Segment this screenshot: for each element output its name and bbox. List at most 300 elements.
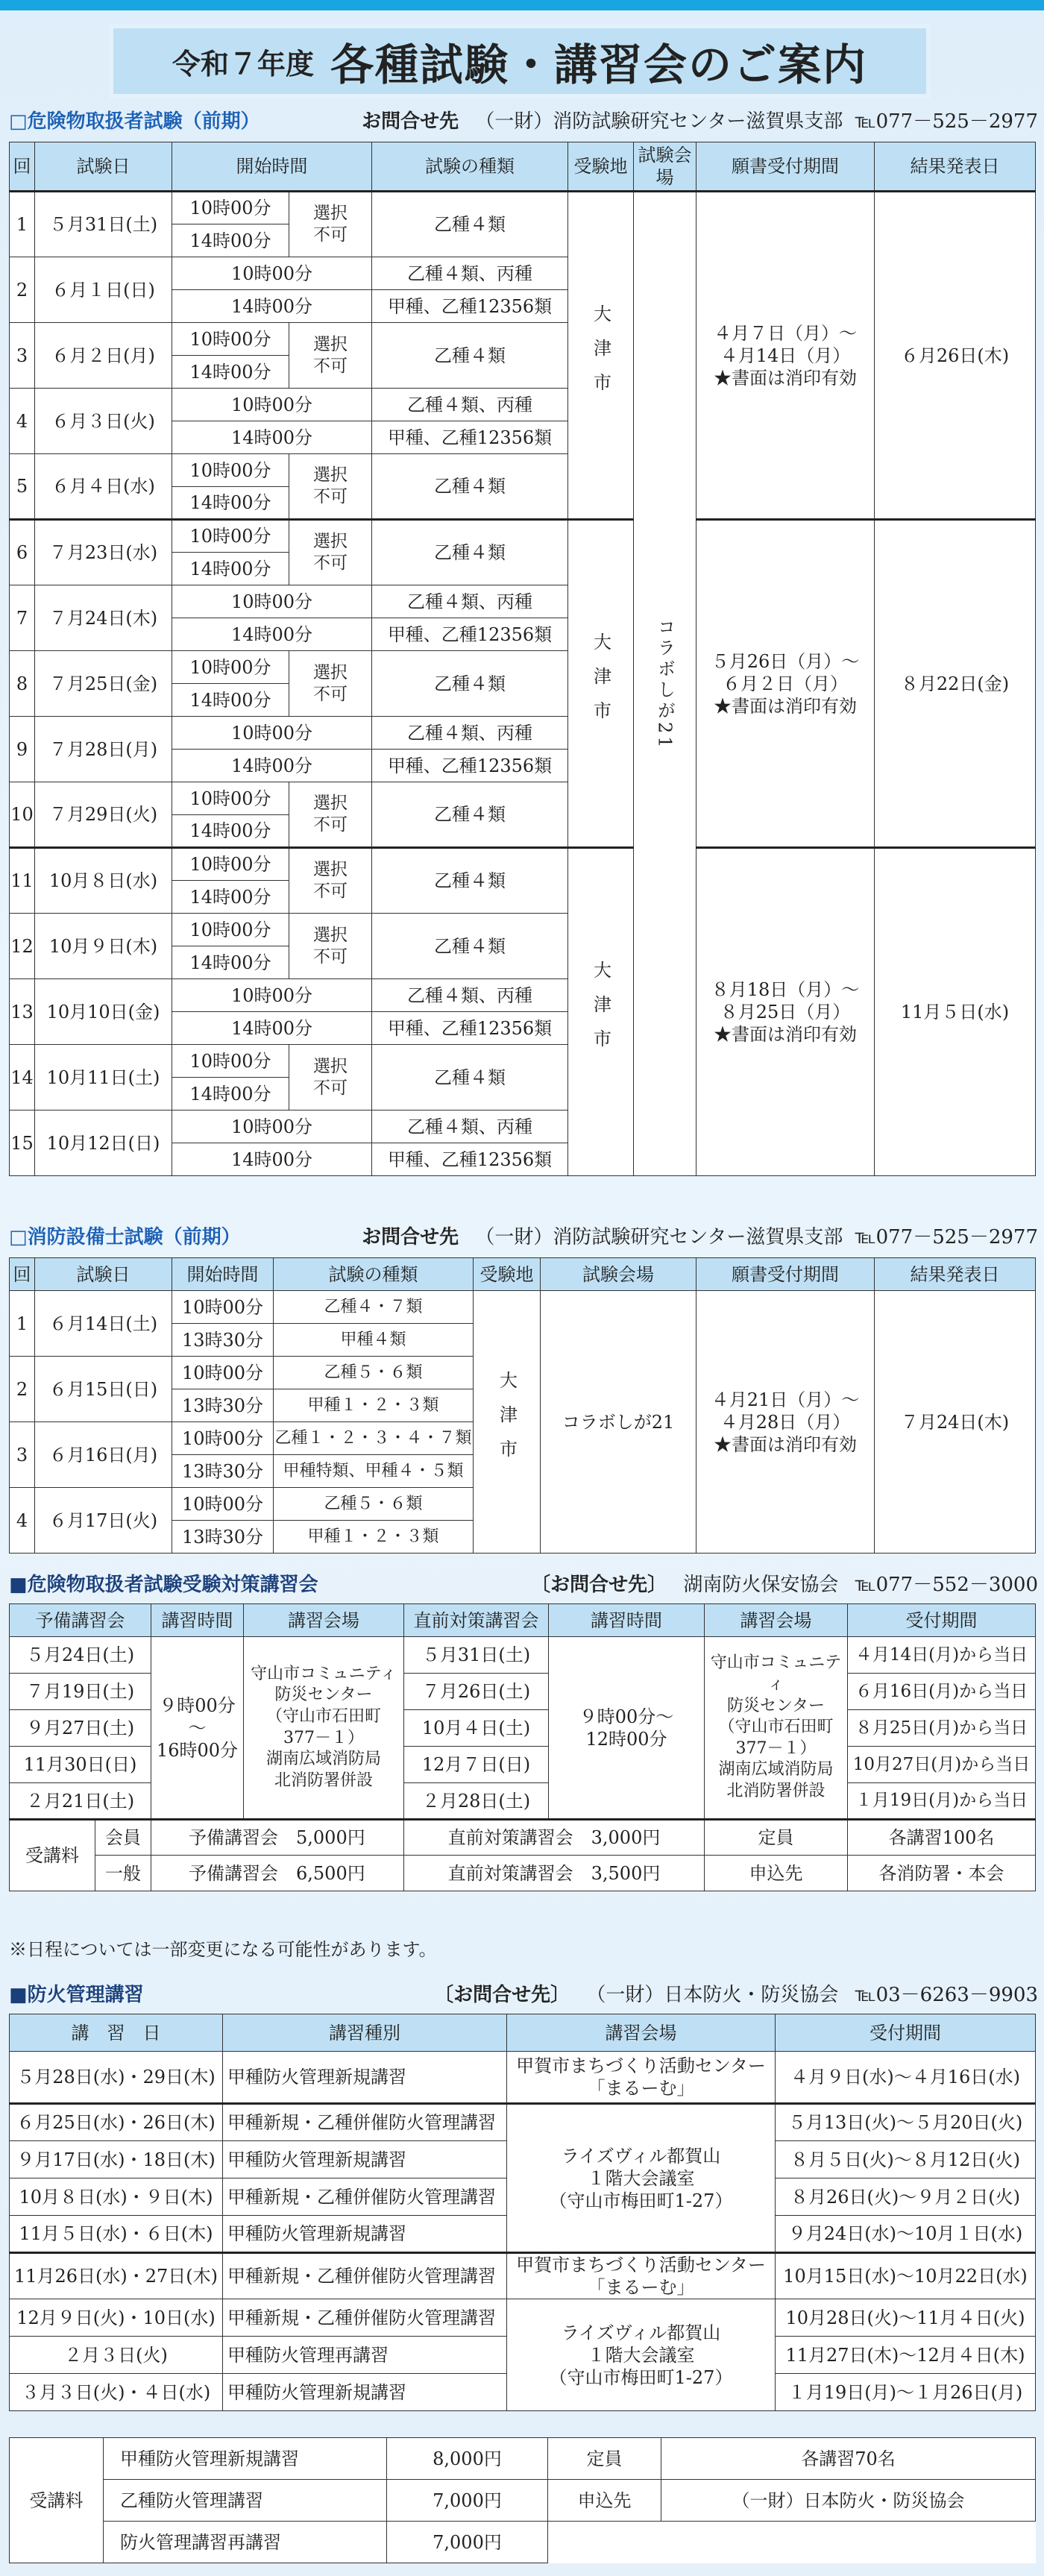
table-row xyxy=(10,2052,1036,2104)
exam-kind: 乙種４類 xyxy=(372,782,568,848)
course-venue xyxy=(507,2104,776,2253)
accept-period: ８月25日(月)から当日 xyxy=(848,1710,1036,1747)
s3-contact xyxy=(531,1569,1038,1597)
exam-kind: 甲種４類 xyxy=(274,1324,474,1357)
exam-date: ６月３日(火) xyxy=(35,389,172,454)
exam-venue: コラボしが21 xyxy=(634,192,696,1176)
accept-period: 11月27日(木)～12月４日(木) xyxy=(776,2337,1036,2374)
line: ８月18日（月）～ xyxy=(711,979,860,1000)
fee-course: 甲種防火管理新規講習 xyxy=(104,2438,387,2480)
round-number: 14 xyxy=(10,1045,35,1110)
result-date: ６月26日(木) xyxy=(875,192,1036,520)
s4-header xyxy=(9,1978,1038,2008)
exam-date: ６月16日(月) xyxy=(35,1422,172,1488)
exam-date: 10月10日(金) xyxy=(35,979,172,1045)
s4-header-cell: 講 習 日 xyxy=(10,2014,223,2052)
start-time: 10時00分 xyxy=(172,651,289,684)
result-date: 11月５日(水) xyxy=(875,848,1036,1176)
prep-date: ９月27日(土) xyxy=(10,1710,151,1747)
line: １階大会議室 xyxy=(587,2167,695,2189)
round-number: 1 xyxy=(10,1291,35,1357)
accept-period: ４月14日(月)から当日 xyxy=(848,1637,1036,1674)
fee-detail xyxy=(151,1820,404,1856)
s3-header xyxy=(9,1568,1038,1598)
start-time: 14時00分 xyxy=(172,1143,372,1176)
start-time: 10時00分 xyxy=(172,520,289,553)
s2-contact xyxy=(362,1222,1038,1249)
course-date: 11月５日(水)・６日(木) xyxy=(10,2216,223,2253)
start-time: 13時30分 xyxy=(172,1324,274,1357)
line: 守山市コミュニティ xyxy=(710,1653,842,1694)
table-row xyxy=(10,1637,1036,1674)
s4-header-cell: 講習会場 xyxy=(507,2014,776,2052)
s1-header-cell: 願書受付期間 xyxy=(696,142,875,192)
line: ★書面は消印有効 xyxy=(714,695,857,717)
start-time: 14時00分 xyxy=(172,684,289,717)
exam-kind: 甲種、乙種12356類 xyxy=(372,421,568,454)
start-time: 10時00分 xyxy=(172,1291,274,1324)
s1-contact xyxy=(362,106,1038,133)
s1-contact-org: （一財）消防試験研究センター滋賀県支部 xyxy=(475,110,843,133)
exam-date: ６月15日(日) xyxy=(35,1357,172,1422)
line: 甲賀市まちづくり活動センター xyxy=(516,2255,766,2275)
exam-date: ６月１日(日) xyxy=(35,257,172,323)
accept-period: 10月27日(月)から当日 xyxy=(848,1747,1036,1783)
exam-kind: 乙種４類、丙種 xyxy=(372,979,568,1012)
exam-date: ５月31日(土) xyxy=(35,192,172,257)
accept-period: 10月28日(火)～11月４日(火) xyxy=(776,2299,1036,2337)
round-number: 3 xyxy=(10,323,35,389)
accept-period: １月19日(月)から当日 xyxy=(848,1783,1036,1820)
course-kind: 甲種防火管理再講習 xyxy=(223,2337,507,2374)
line: ９時00分～ xyxy=(579,1706,674,1727)
general-label: 一般 xyxy=(95,1856,151,1891)
exam-venue: コラボしが21 xyxy=(541,1291,696,1554)
exam-kind: 甲種、乙種12356類 xyxy=(372,1012,568,1045)
accept-period: １月19日(月)～１月26日(月) xyxy=(776,2374,1036,2411)
start-time: 14時00分 xyxy=(172,1078,289,1110)
s3-contact-org: 湖南防火保安協会 xyxy=(683,1573,839,1596)
line: ★書面は消印有効 xyxy=(714,367,857,389)
line: ９時00分～ xyxy=(159,1694,236,1738)
line: ５月26日（月）～ xyxy=(711,650,860,672)
prep-date: ７月19日(土) xyxy=(10,1674,151,1710)
s3-header-cell: 講習時間 xyxy=(151,1604,244,1637)
fee-detail xyxy=(151,1856,404,1891)
prep-date: ２月21日(土) xyxy=(10,1783,151,1820)
prep-venue xyxy=(244,1637,404,1820)
prep-time xyxy=(151,1637,244,1820)
round-number: 4 xyxy=(10,1488,35,1554)
exam-kind: 甲種、乙種12356類 xyxy=(372,290,568,323)
course-kind: 甲種新規・乙種併催防火管理講習 xyxy=(223,2178,507,2216)
table-row xyxy=(10,2480,1036,2522)
start-time: 14時00分 xyxy=(172,224,289,257)
line: 湖南広域消防局 xyxy=(718,1760,834,1779)
exam-kind: 甲種、乙種12356類 xyxy=(372,1143,568,1176)
select-not-allowed: 選択不可 xyxy=(289,782,372,848)
exam-kind: 乙種４類、丙種 xyxy=(372,585,568,618)
final-venue xyxy=(705,1637,848,1820)
start-time: 13時30分 xyxy=(172,1521,274,1554)
fee-course: 乙種防火管理講習 xyxy=(104,2480,387,2522)
start-time: 10時00分 xyxy=(172,257,372,290)
line: 湖南広域消防局 xyxy=(265,1750,381,1769)
prep-date: 11月30日(日) xyxy=(10,1747,151,1783)
s2-header-cell: 試験の種類 xyxy=(274,1258,474,1291)
start-time: 10時00分 xyxy=(172,1045,289,1078)
prep-date: ５月24日(土) xyxy=(10,1637,151,1674)
accept-period: ８月26日(火)～９月２日(火) xyxy=(776,2178,1036,2216)
accept-period xyxy=(696,192,875,520)
accept-period: 10月15日(水)～10月22日(水) xyxy=(776,2253,1036,2299)
exam-kind: 乙種４類 xyxy=(372,651,568,717)
exam-kind: 乙種４類、丙種 xyxy=(372,257,568,290)
exam-kind: 甲種特類、甲種４・５類 xyxy=(274,1455,474,1488)
start-time: 14時00分 xyxy=(172,1012,372,1045)
start-time: 14時00分 xyxy=(172,421,372,454)
line: （守山市梅田町1-27） xyxy=(549,2366,733,2388)
apply-to: 各消防署・本会 xyxy=(848,1856,1036,1891)
s2-header-cell: 回 xyxy=(10,1258,35,1291)
exam-date: ７月24日(木) xyxy=(35,585,172,651)
round-number: 8 xyxy=(10,651,35,717)
exam-kind: 乙種４類、丙種 xyxy=(372,389,568,421)
s2-header-cell: 開始時間 xyxy=(172,1258,274,1291)
s1-header-cell: 試験の種類 xyxy=(372,142,568,192)
start-time: 14時00分 xyxy=(172,553,289,585)
s2-header xyxy=(9,1220,1038,1250)
round-number: 6 xyxy=(10,520,35,585)
start-time: 13時30分 xyxy=(172,1389,274,1422)
exam-kind: 乙種４類、丙種 xyxy=(372,1110,568,1143)
accept-period: ９月24日(水)～10月１日(水) xyxy=(776,2216,1036,2253)
round-number: 13 xyxy=(10,979,35,1045)
course-date: ２月３日(火) xyxy=(10,2337,223,2374)
exam-kind: 乙種４類 xyxy=(372,1045,568,1110)
s4-contact-org: （一財）日本防火・防災協会 xyxy=(586,1983,839,2006)
line: 12時00分 xyxy=(585,1728,667,1750)
start-time: 10時00分 xyxy=(172,979,372,1012)
start-time: 14時00分 xyxy=(172,618,372,651)
s4-fee-table xyxy=(9,2437,1036,2563)
course-venue xyxy=(507,2253,776,2299)
exam-kind: 乙種４類 xyxy=(372,454,568,520)
start-time: 10時00分 xyxy=(172,1488,274,1521)
general-final-fee: 3,500円 xyxy=(591,1862,661,1884)
accept-period: ５月13日(火)～５月20日(火) xyxy=(776,2104,1036,2141)
title-year: 令和７年度 xyxy=(172,47,314,81)
table-row xyxy=(10,2438,1036,2480)
s3-table xyxy=(9,1603,1036,1891)
final-label: 直前対策講習会 xyxy=(447,1862,573,1884)
start-time: 10時00分 xyxy=(172,717,372,750)
line: 防災センター xyxy=(274,1686,373,1705)
start-time: 10時00分 xyxy=(172,389,372,421)
table-row xyxy=(10,2253,1036,2299)
course-venue xyxy=(507,2052,776,2104)
s1-contact-label: お問合せ先 xyxy=(362,110,459,133)
s3-header-cell: 直前対策講習会 xyxy=(404,1604,549,1637)
course-kind: 甲種防火管理新規講習 xyxy=(223,2374,507,2411)
line: 377－１） xyxy=(283,1728,364,1747)
s2-header-cell: 試験会場 xyxy=(541,1258,696,1291)
line: ４月７日（月）～ xyxy=(714,322,857,344)
member-final-fee: 3,000円 xyxy=(591,1827,661,1848)
line: 377－１） xyxy=(735,1738,817,1758)
s1-header-cell: 試験会場 xyxy=(634,142,696,192)
exam-date: ７月28日(月) xyxy=(35,717,172,782)
exam-kind: 乙種４類 xyxy=(372,848,568,914)
table-row xyxy=(10,2104,1036,2141)
general-prep-fee: 6,500円 xyxy=(296,1862,365,1884)
start-time: 14時00分 xyxy=(172,946,289,979)
exam-kind: 乙種４類 xyxy=(372,914,568,979)
s2-header-cell: 願書受付期間 xyxy=(696,1258,875,1291)
start-time: 14時00分 xyxy=(172,815,289,848)
course-date: 10月８日(水)・９日(木) xyxy=(10,2178,223,2216)
course-date: ９月17日(水)・18日(木) xyxy=(10,2141,223,2178)
exam-date: 10月９日(木) xyxy=(35,914,172,979)
start-time: 14時00分 xyxy=(172,356,289,389)
select-not-allowed: 選択不可 xyxy=(289,454,372,520)
exam-kind: 乙種４類 xyxy=(372,192,568,257)
final-time xyxy=(549,1637,705,1820)
course-date: ３月３日(火)・４日(水) xyxy=(10,2374,223,2411)
start-time: 10時00分 xyxy=(172,1110,372,1143)
start-time: 14時00分 xyxy=(172,881,289,914)
course-kind: 甲種新規・乙種併催防火管理講習 xyxy=(223,2253,507,2299)
exam-place: 大津市 xyxy=(568,520,634,848)
line: （守山市石田町 xyxy=(718,1718,834,1737)
course-venue xyxy=(507,2299,776,2411)
start-time: 13時30分 xyxy=(172,1455,274,1488)
round-number: 2 xyxy=(10,257,35,323)
s2-contact-label: お問合せ先 xyxy=(362,1225,459,1248)
fee-amount: 7,000円 xyxy=(387,2480,548,2522)
select-not-allowed: 選択不可 xyxy=(289,1045,372,1110)
title-main: 各種試験・講習会のご案内 xyxy=(330,40,868,90)
round-number: 4 xyxy=(10,389,35,454)
exam-date: 10月８日(水) xyxy=(35,848,172,914)
table-row xyxy=(10,192,1036,224)
exam-date: ６月14日(土) xyxy=(35,1291,172,1357)
exam-kind: 甲種１・２・３類 xyxy=(274,1521,474,1554)
s3-header-cell: 講習時間 xyxy=(549,1604,705,1637)
select-not-allowed: 選択不可 xyxy=(289,914,372,979)
start-time: 10時00分 xyxy=(172,1422,274,1455)
exam-kind: 乙種４類、丙種 xyxy=(372,717,568,750)
capacity-label: 定員 xyxy=(548,2438,661,2480)
s3-header-cell: 講習会場 xyxy=(705,1604,848,1637)
capacity-label: 定員 xyxy=(705,1820,848,1856)
s1-table xyxy=(9,142,1036,1176)
start-time: 14時00分 xyxy=(172,750,372,782)
s4-header-cell: 講習種別 xyxy=(223,2014,507,2052)
round-number: 10 xyxy=(10,782,35,848)
capacity: 各講習100名 xyxy=(848,1820,1036,1856)
fee-amount: 7,000円 xyxy=(387,2522,548,2563)
s3-header-cell: 予備講習会 xyxy=(10,1604,151,1637)
s3-note: ※日程については一部変更になる可能性があります。 xyxy=(9,1939,437,1960)
start-time: 10時00分 xyxy=(172,1357,274,1389)
member-prep-fee: 5,000円 xyxy=(296,1827,365,1848)
s3-contact-tel: ℡077－552－3000 xyxy=(855,1573,1038,1596)
exam-date: ６月２日(月) xyxy=(35,323,172,389)
s3-title: ■危険物取扱者試験受験対策講習会 xyxy=(9,1573,318,1596)
start-time: 10時00分 xyxy=(172,323,289,356)
top-bar xyxy=(0,0,1044,10)
start-time: 10時00分 xyxy=(172,585,372,618)
s4-table xyxy=(9,2014,1036,2411)
line: ★書面は消印有効 xyxy=(714,1024,857,1045)
final-date: 12月７日(日) xyxy=(404,1747,549,1783)
fee-course: 防火管理講習再講習 xyxy=(104,2522,387,2563)
apply-label: 申込先 xyxy=(548,2480,661,2522)
exam-date: ７月23日(水) xyxy=(35,520,172,585)
line: （守山市石田町 xyxy=(265,1706,381,1726)
exam-date: ６月４日(水) xyxy=(35,454,172,520)
course-date: ５月28日(水)・29日(木) xyxy=(10,2052,223,2104)
s3-contact-label: 〔お問合せ先〕 xyxy=(531,1573,667,1596)
s2-header-cell: 試験日 xyxy=(35,1258,172,1291)
course-date: 12月９日(火)・10日(水) xyxy=(10,2299,223,2337)
start-time: 10時00分 xyxy=(172,782,289,815)
s1-header-cell: 結果発表日 xyxy=(875,142,1036,192)
exam-place: 大津市 xyxy=(568,848,634,1176)
accept-period xyxy=(696,1291,875,1554)
accept-period xyxy=(696,520,875,848)
line: １階大会議室 xyxy=(587,2344,695,2366)
accept-period: ４月９日(水)～４月16日(水) xyxy=(776,2052,1036,2104)
s4-contact xyxy=(434,1979,1038,2007)
apply-to: （一財）日本防火・防災協会 xyxy=(661,2480,1036,2522)
line: ６月２日（月） xyxy=(723,673,848,694)
final-date: ７月26日(土) xyxy=(404,1674,549,1710)
line: 16時00分 xyxy=(156,1739,239,1761)
start-time: 10時00分 xyxy=(172,454,289,487)
round-number: 11 xyxy=(10,848,35,914)
round-number: 2 xyxy=(10,1357,35,1422)
s1-header-cell: 試験日 xyxy=(35,142,172,192)
s4-contact-tel: ℡03－6263－9903 xyxy=(855,1983,1038,2006)
exam-kind: 乙種５・６類 xyxy=(274,1357,474,1389)
course-kind: 甲種防火管理新規講習 xyxy=(223,2052,507,2104)
line: 「まるーむ」 xyxy=(587,2078,695,2099)
round-number: 5 xyxy=(10,454,35,520)
s4-contact-label: 〔お問合せ先〕 xyxy=(434,1983,570,2006)
exam-kind: 乙種１・２・３・４・７類 xyxy=(274,1422,474,1455)
start-time: 10時00分 xyxy=(172,848,289,881)
select-not-allowed: 選択不可 xyxy=(289,848,372,914)
line: 北消防署併設 xyxy=(274,1771,373,1790)
final-date: 10月４日(土) xyxy=(404,1710,549,1747)
start-time: 14時00分 xyxy=(172,290,372,323)
final-date: ２月28日(土) xyxy=(404,1783,549,1820)
exam-kind: 乙種５・６類 xyxy=(274,1488,474,1521)
course-date: 11月26日(水)・27日(木) xyxy=(10,2253,223,2299)
course-kind: 甲種新規・乙種併催防火管理講習 xyxy=(223,2104,507,2141)
line: 守山市コミュニティ xyxy=(251,1664,397,1683)
fee-detail-final xyxy=(404,1856,705,1891)
exam-place: 大津市 xyxy=(474,1291,541,1554)
apply-label: 申込先 xyxy=(705,1856,848,1891)
course-kind: 甲種新規・乙種併催防火管理講習 xyxy=(223,2299,507,2337)
s1-title: □危険物取扱者試験（前期） xyxy=(9,110,260,133)
course-date: ６月25日(水)・26日(木) xyxy=(10,2104,223,2141)
line: 甲賀市まちづくり活動センター xyxy=(516,2055,766,2076)
exam-date: ６月17日(火) xyxy=(35,1488,172,1554)
s1-header xyxy=(9,104,1038,134)
exam-place: 大津市 xyxy=(568,192,634,520)
line: ４月21日（月）～ xyxy=(711,1389,860,1410)
accept-period: ８月５日(火)～８月12日(火) xyxy=(776,2141,1036,2178)
s3-header-cell: 受付期間 xyxy=(848,1604,1036,1637)
final-label: 直前対策講習会 xyxy=(447,1827,573,1848)
start-time: 10時00分 xyxy=(172,914,289,946)
fee-amount: 8,000円 xyxy=(387,2438,548,2480)
page-title xyxy=(113,28,926,94)
course-kind: 甲種防火管理新規講習 xyxy=(223,2216,507,2253)
table-row xyxy=(10,848,1036,881)
s2-title: □消防設備士試験（前期） xyxy=(9,1225,241,1248)
s1-header-cell: 受験地 xyxy=(568,142,634,192)
s2-contact-tel: ℡077－525－2977 xyxy=(855,1225,1038,1248)
exam-kind: 甲種、乙種12356類 xyxy=(372,618,568,651)
line: ８月25日（月） xyxy=(720,1002,851,1022)
exam-date: 10月12日(日) xyxy=(35,1110,172,1176)
line: ★書面は消印有効 xyxy=(714,1433,857,1455)
table-row xyxy=(10,1291,1036,1324)
exam-kind: 乙種４類 xyxy=(372,323,568,389)
empty-cell xyxy=(548,2522,1036,2563)
prep-label: 予備講習会 xyxy=(189,1862,278,1884)
s2-table xyxy=(9,1257,1036,1554)
accept-period: ６月16日(月)から当日 xyxy=(848,1674,1036,1710)
table-row xyxy=(10,2299,1036,2337)
exam-kind: 甲種、乙種12356類 xyxy=(372,750,568,782)
start-time: 10時00分 xyxy=(172,192,289,224)
exam-kind: 乙種４類 xyxy=(372,520,568,585)
select-not-allowed: 選択不可 xyxy=(289,323,372,389)
line: ライズヴィル都賀山 xyxy=(561,2322,721,2343)
fee-detail-final xyxy=(404,1820,705,1856)
exam-date: ７月25日(金) xyxy=(35,651,172,717)
exam-date: 10月11日(土) xyxy=(35,1045,172,1110)
capacity: 各講習70名 xyxy=(661,2438,1036,2480)
result-date: ８月22日(金) xyxy=(875,520,1036,848)
exam-date: ７月29日(火) xyxy=(35,782,172,848)
final-date: ５月31日(土) xyxy=(404,1637,549,1674)
prep-label: 予備講習会 xyxy=(189,1827,278,1848)
s4-header-cell: 受付期間 xyxy=(776,2014,1036,2052)
start-time: 14時00分 xyxy=(172,487,289,520)
s4-title: ■防火管理講習 xyxy=(9,1983,144,2006)
line: 「まるーむ」 xyxy=(587,2277,695,2298)
round-number: 3 xyxy=(10,1422,35,1488)
line: ライズヴィル都賀山 xyxy=(561,2145,721,2167)
s2-contact-org: （一財）消防試験研究センター滋賀県支部 xyxy=(475,1225,843,1248)
accept-period xyxy=(696,848,875,1176)
fee-label: 受講料 xyxy=(10,1820,95,1891)
round-number: 9 xyxy=(10,717,35,782)
exam-kind: 甲種１・２・３類 xyxy=(274,1389,474,1422)
line: ４月14日（月） xyxy=(720,345,851,366)
table-row xyxy=(10,520,1036,553)
exam-kind: 乙種４・７類 xyxy=(274,1291,474,1324)
select-not-allowed: 選択不可 xyxy=(289,520,372,585)
round-number: 15 xyxy=(10,1110,35,1176)
